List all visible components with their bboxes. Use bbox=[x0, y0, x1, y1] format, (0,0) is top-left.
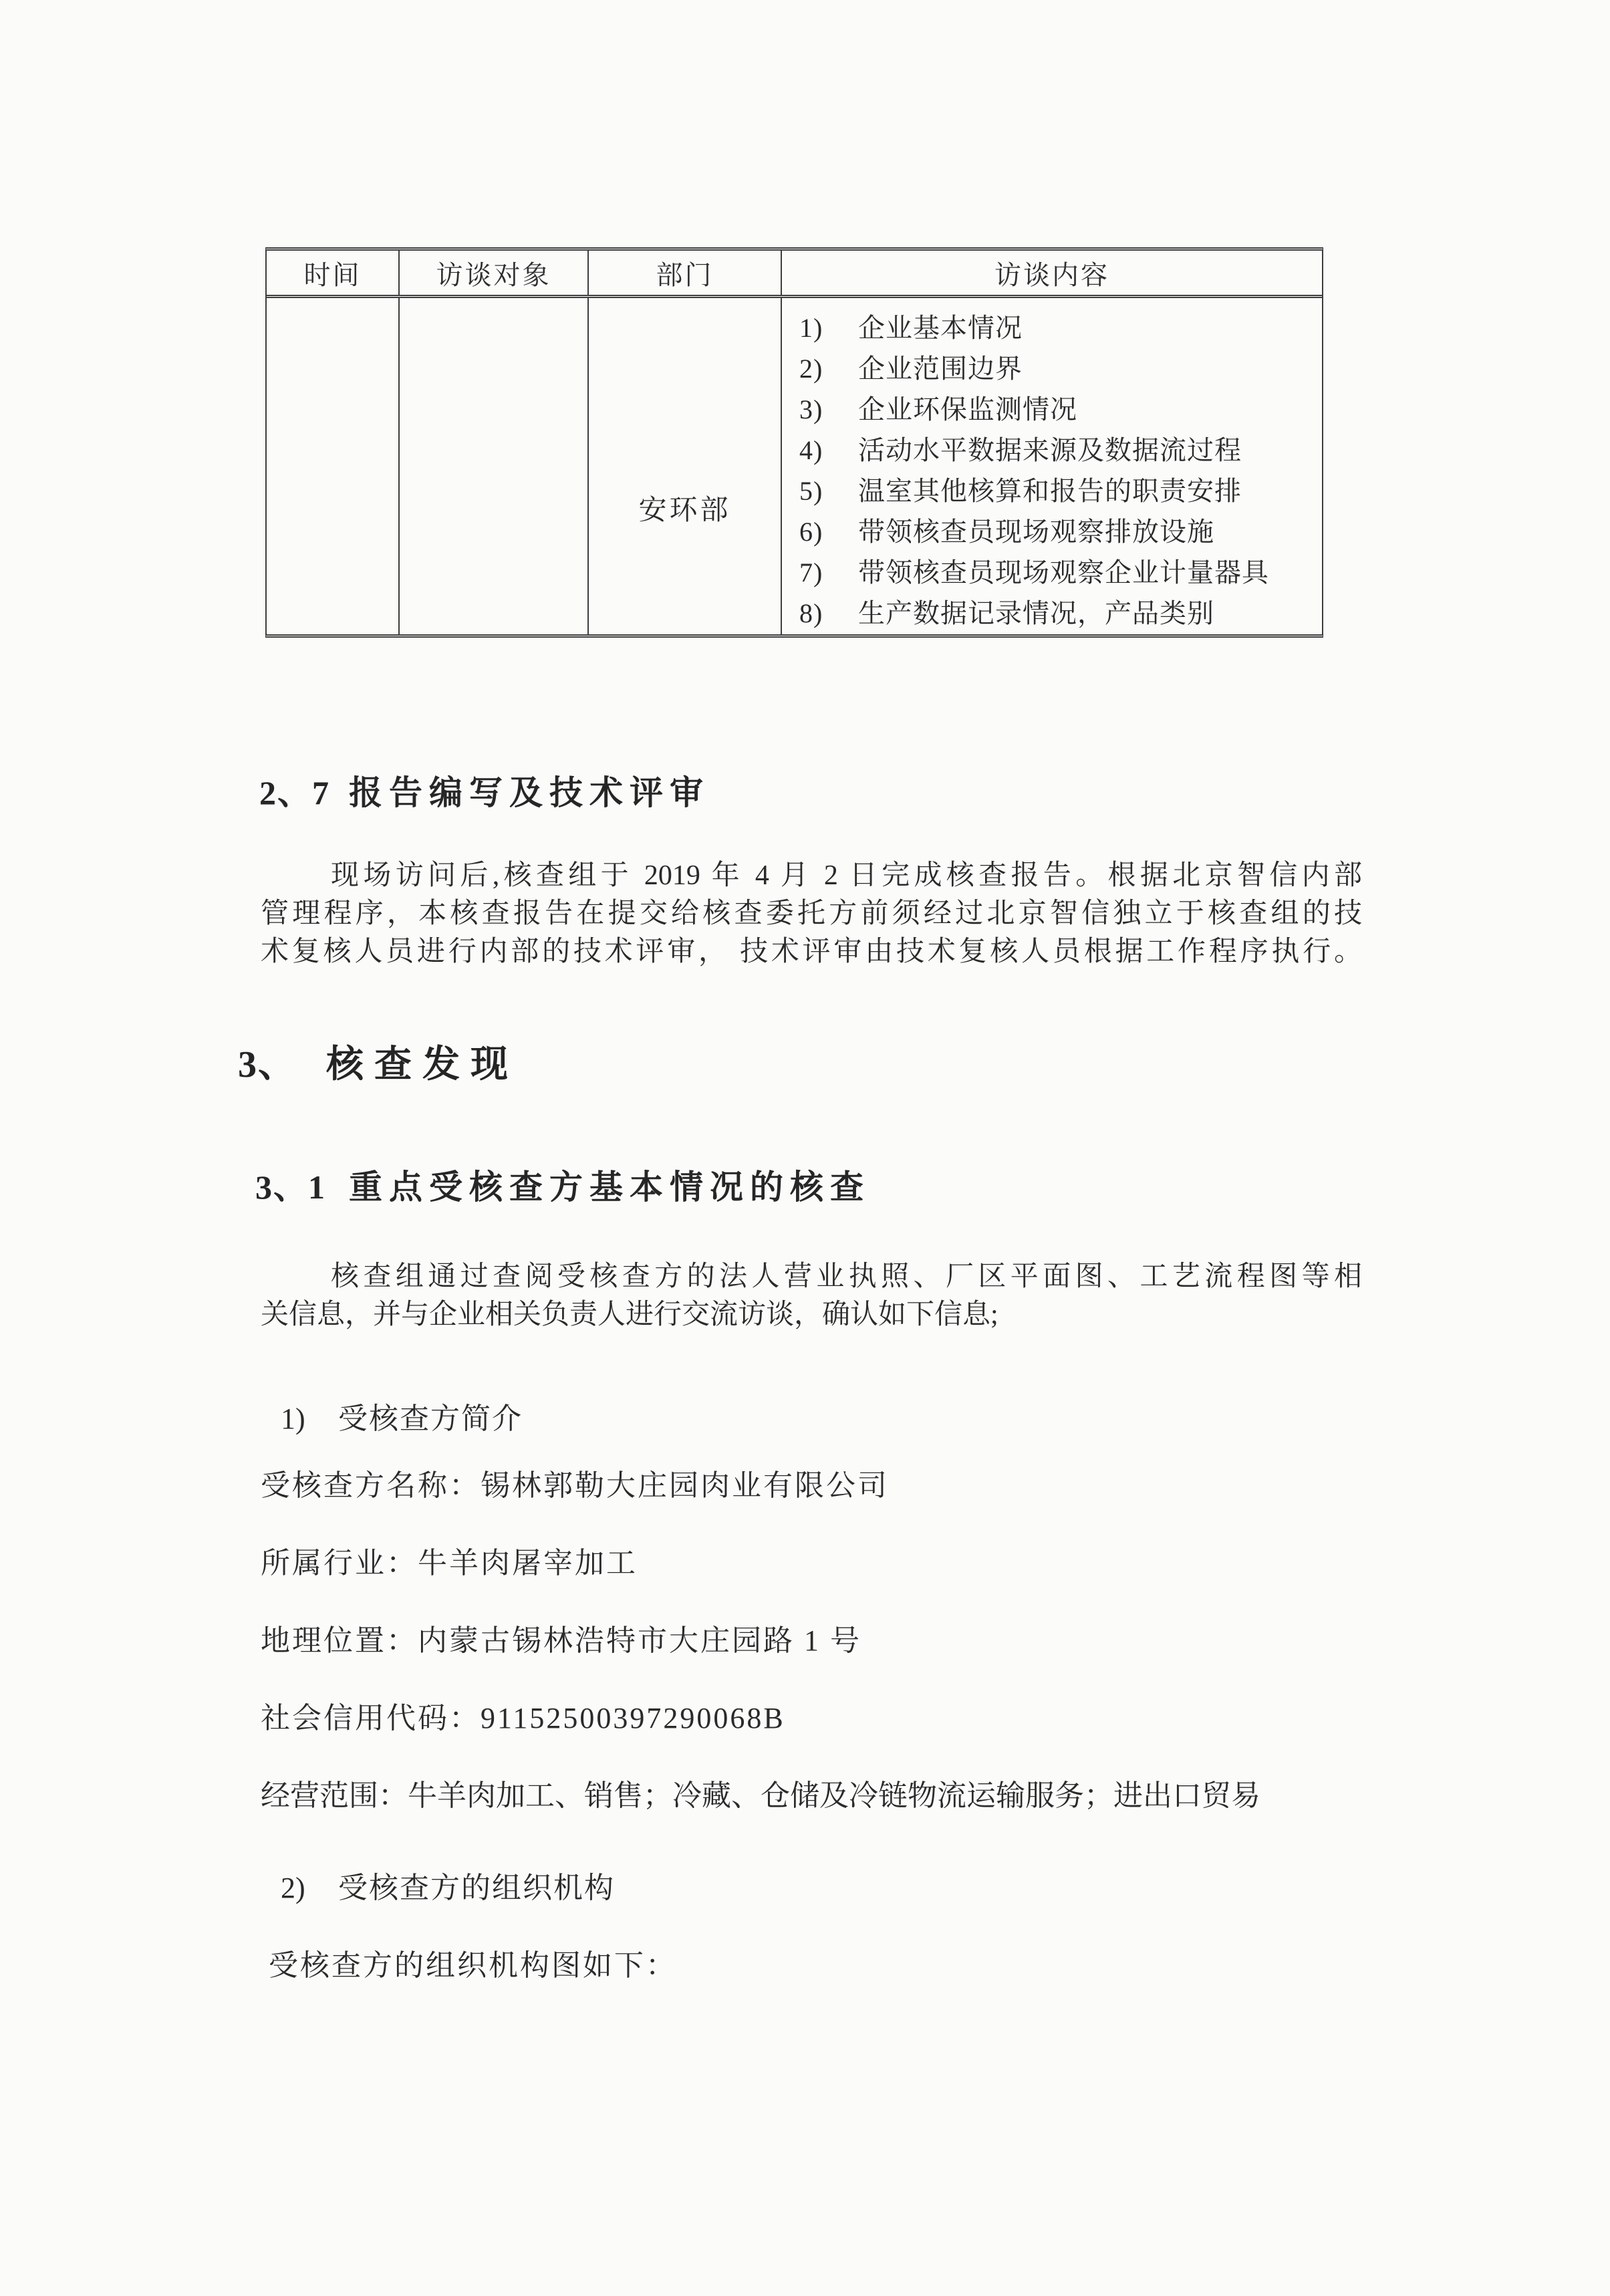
list-item-2-number: 2) bbox=[281, 1872, 305, 1904]
interview-content-item bbox=[799, 430, 1315, 471]
section-heading-2-7 bbox=[259, 766, 710, 814]
section-number-2-7: 2、7 bbox=[259, 774, 330, 811]
paragraph-line: 管理程序，本核查报告在提交给核查委托方前须经过北京智信独立于核查组的技 bbox=[261, 898, 1362, 929]
interview-content-item-text: 带领核查员现场观察企业计量器具 bbox=[858, 557, 1269, 588]
list-item-2-text: 受核查方的组织机构 bbox=[338, 1872, 615, 1904]
interview-content-item-text: 企业范围边界 bbox=[858, 354, 1023, 384]
section-title-3: 核查发现 bbox=[326, 1044, 519, 1086]
section-heading-3 bbox=[238, 1035, 519, 1088]
section-title-3-1: 重点受核查方基本情况的核查 bbox=[349, 1168, 870, 1206]
interview-content-item-text: 温室其他核算和报告的职责安排 bbox=[858, 476, 1242, 506]
section-number-3: 3、 bbox=[238, 1044, 297, 1086]
interview-content-item-number: 1) bbox=[799, 313, 823, 343]
list-item-1-text: 受核查方简介 bbox=[338, 1402, 523, 1435]
interview-content-item-number: 7) bbox=[799, 557, 823, 588]
paragraph-line: 关信息，并与企业相关负责人进行交流访谈，确认如下信息; bbox=[261, 1299, 998, 1330]
department-label: 安环部 bbox=[638, 495, 731, 526]
interview-table-header-cell: 访谈内容 bbox=[781, 251, 1322, 295]
company-fact-lines bbox=[261, 1466, 1397, 1854]
interview-content-item-text: 企业基本情况 bbox=[858, 313, 1023, 343]
paragraph-line: 术复核人员进行内部的技术评审， 技术评审由技术复核人员根据工作程序执行。 bbox=[261, 936, 1362, 967]
company-fact-line: 所属行业：牛羊肉屠宰加工 bbox=[261, 1547, 638, 1579]
interview-table-header-cell: 访谈对象 bbox=[398, 251, 587, 295]
interview-content-item-number: 6) bbox=[799, 517, 823, 547]
section-title-2-7: 报告编写及技术评审 bbox=[349, 774, 710, 811]
interview-content-item-number: 8) bbox=[799, 598, 823, 628]
company-fact-line: 受核查方名称：锡林郭勒大庄园肉业有限公司 bbox=[261, 1469, 889, 1502]
company-fact-line: 社会信用代码：91152500397290068B bbox=[261, 1702, 785, 1735]
interview-content-item bbox=[799, 348, 1315, 389]
interview-content-item-text: 生产数据记录情况，产品类别 bbox=[858, 598, 1214, 628]
interview-content-item-text: 带领核查员现场观察排放设施 bbox=[858, 517, 1214, 547]
cell-department bbox=[587, 298, 781, 634]
section-3-1-paragraph bbox=[261, 1258, 1362, 1334]
interview-content-item-number: 2) bbox=[799, 354, 823, 384]
interview-table-body-row bbox=[267, 298, 1322, 634]
interview-content-item bbox=[799, 552, 1315, 593]
section-number-3-1: 3、1 bbox=[255, 1168, 326, 1206]
list-item-2 bbox=[281, 1864, 615, 1906]
section-2-7-paragraph bbox=[261, 857, 1362, 971]
list-item-1-number: 1) bbox=[281, 1402, 305, 1435]
interview-content-item-text: 活动水平数据来源及数据流过程 bbox=[858, 435, 1242, 465]
org-chart-intro-line: 受核查方的组织机构图如下： bbox=[269, 1949, 677, 1982]
paragraph-line: 现场访问后,核查组于 2019 年 4 月 2 日完成核查报告。根据北京智信内部 bbox=[331, 860, 1362, 891]
interview-content-item bbox=[799, 307, 1315, 348]
interview-content-item bbox=[799, 389, 1315, 430]
cell-interviewee bbox=[398, 298, 587, 634]
interview-table-header-cell: 时间 bbox=[303, 259, 362, 290]
section-heading-3-1 bbox=[255, 1160, 870, 1208]
paragraph-line: 核查组通过查阅受核查方的法人营业执照、厂区平面图、工艺流程图等相 bbox=[331, 1261, 1362, 1292]
interview-table-header-cell: 部门 bbox=[587, 251, 781, 295]
company-fact-line: 经营范围：牛羊肉加工、销售；冷藏、仓储及冷链物流运输服务；进出口贸易 bbox=[261, 1779, 1260, 1812]
cell-time bbox=[267, 298, 398, 634]
interview-content-item bbox=[799, 511, 1315, 552]
interview-content-item-number: 5) bbox=[799, 476, 823, 506]
interview-content-item bbox=[799, 471, 1315, 511]
interview-content-item-text: 企业环保监测情况 bbox=[858, 394, 1077, 424]
interview-content-item-number: 4) bbox=[799, 435, 823, 465]
cell-interview-content bbox=[781, 298, 1322, 634]
interview-table-header-row bbox=[267, 251, 1322, 298]
list-item-1 bbox=[281, 1394, 523, 1437]
interview-content-item bbox=[799, 593, 1315, 634]
interview-content-item-number: 3) bbox=[799, 394, 823, 424]
company-fact-line: 地理位置：内蒙古锡林浩特市大庄园路 1 号 bbox=[261, 1624, 861, 1657]
interview-table bbox=[265, 247, 1323, 638]
